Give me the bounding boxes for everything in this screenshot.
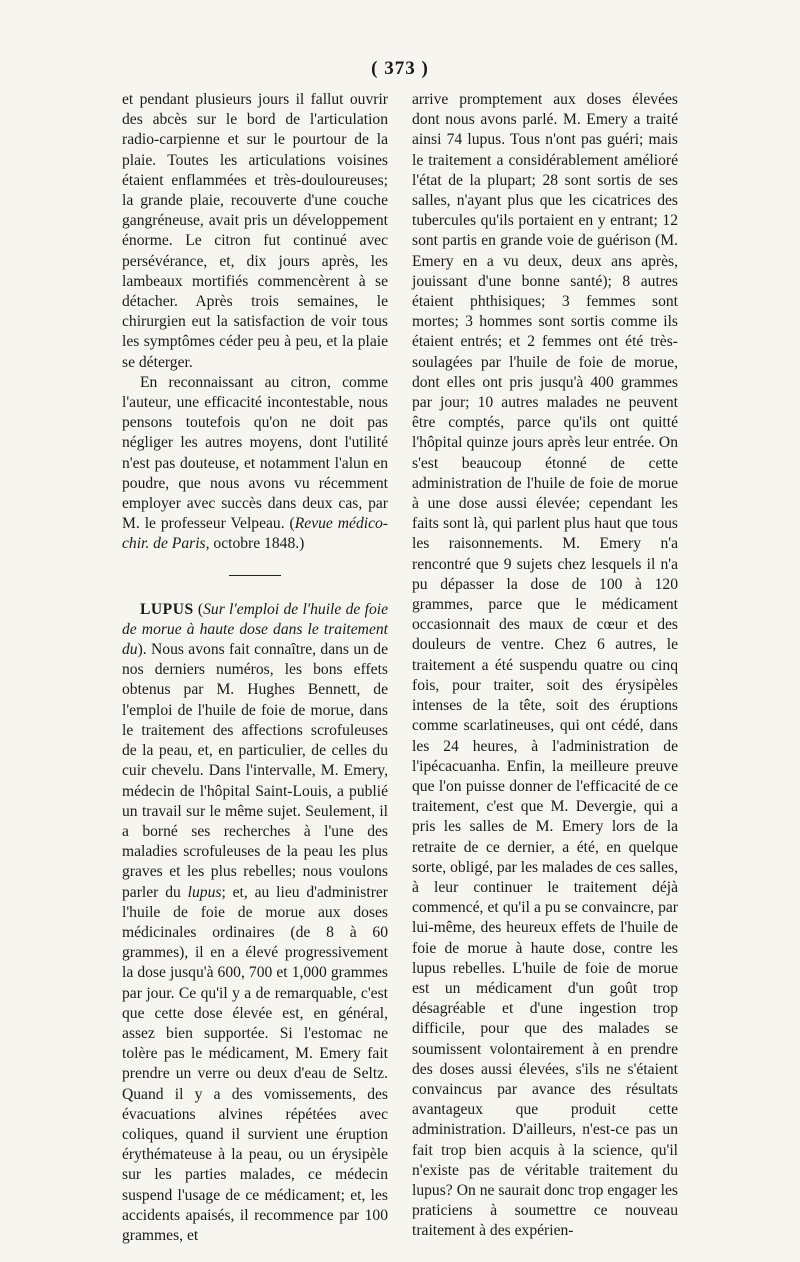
citation-date: octobre 1848.) <box>209 535 305 553</box>
paragraph-citron-commentary <box>122 373 388 555</box>
left-column <box>122 90 388 1246</box>
commentary-text: En reconnaissant au citron, comme l'auteur, une efficacité incontestable, nous pensons toutefois qu'on ne doit pas négliger les autres moyens, dont l'utilité n'est pas douteuse, et notamment l'alun en poudre, que nous avons vu récemment employer avec succès dans deux cas, par M. le professeur Velpeau. ( <box>122 373 388 533</box>
lupus-body-start: Nous avons fait connaître, dans un de nos derniers numéros, les bons effets obtenus par M. Hughes Bennett, de l'emploi de l'huile de foie de morue, dans le traitement des affections scrofuleuses de la peau, et, en particulier, de celles du cuir chevelu. Dans l'intervalle, M. Emery, médecin de l'hôpital Saint-Louis, a publié un travail sur le même sujet. Seulement, il a borné ses recherches à l'une des maladies scrofuleuses de la peau les plus graves et les plus rebelles; nous voulons parler du <box>122 641 388 901</box>
paragraph-citron-case: et pendant plusieurs jours il fallut ouvrir des abcès sur le bord de l'articulation radio-carpienne et sur le pourtour de la plaie. Toutes les articulations voisines étaient enflammées et très-douloureuses; la grande plaie, recouverte d'une couche gangréneuse, avait pris un développement énorme. Le citron fut continué avec persévérance, et, dix jours après, les lambeaux mortifiés commencèrent à se détacher. Après trois semaines, le chirurgien eut la satisfaction de voir tous les symptômes céder peu à peu, et la plaie se déterger. <box>122 91 388 371</box>
lupus-body-rest: ; et, au lieu d'administrer l'huile de foie de morue aux doses médicinales ordinaires (de 8 à 60 grammes), il en a élevé progressivement la dose jusqu'à 600, 700 et 1,000 grammes par jour. Ce qu'il y a de remarquable, c'est que cette dose élevée est, en général, assez bien supportée. Si l'estomac ne tolère pas le médicament, M. Emery fait prendre un verre ou deux d'eau de Seltz. Quand il y a des vomissements, des évacuations alvines répétées avec coliques, quand il survient une éruption érythémateuse à la peau, ou un érysipèle sur les parties malades, ce médecin suspend l'usage de ce médicament; et, les accidents apaisés, il recommence par 100 grammes, et <box>122 883 389 1244</box>
paren-open: ( <box>193 600 204 618</box>
page-number: ( 373 ) <box>371 58 429 79</box>
section-divider <box>229 575 281 576</box>
right-column <box>412 90 678 1242</box>
lupus-emphasis: lupus <box>187 883 222 901</box>
citation-journal: Revue médico-chir. de Paris, <box>122 515 388 553</box>
section-subtitle-lupus: Sur l'emploi de l'huile de foie de morue à haute dose dans le traitement du <box>122 600 388 659</box>
paragraph-emery-results: arrive promptement aux doses élevées dont nous avons parlé. M. Emery a traité ainsi 74 lupus. Tous n'ont pas guéri; mais le traitement a considérablement amélioré l'état de la plupart; 28 sont sortis de ses salles, n'ayant plus que les cicatrices des tubercules qu'ils portaient en y entrant; 12 sont partis en grande voie de guérison (M. Emery en a vu deux, deux ans après, jouissant d'une bonne santé); 8 autres étaient phthisiques; 3 femmes sont mortes; 3 hommes sont sortis comme ils étaient entrés; et 2 femmes ont été très-soulagées par l'huile de foie de morue, dont elles ont pris jusqu'à 400 grammes par jour; 10 autres malades ne peuvent être comptés, parce qu'ils ont quitté l'hôpital quinze jours après leur entrée. On s'est beaucoup étonné de cette administration de l'huile de foie de morue à une dose aussi élevée; cependant les faits sont là, qui parlent plus haut que tous les raisonnements. M. Emery n'a rencontré que 9 sujets chez lesquels il n'a pu dépasser la dose de 100 à 120 grammes, parce que le médicament occasionnait des maux de cœur et des douleurs de ventre. Chez 6 autres, le traitement a été suspendu quatre ou cinq fois, pour traiter, soit des érysipèles intenses de la tête, soit des éruptions comme scarlatineuses, qui ont cédé, dans les 24 heures, à l'administration de l'ipécacuanha. Enfin, la meilleure preuve que l'on puisse donner de l'efficacité de ce traitement, c'est que M. Devergie, qui a pris les salles de M. Emery lors de la retraite de ce dernier, a été, en quelque sorte, obligé, par les malades de ces salles, à leur continuer le traitement déjà commencé, et qu'il a pu se convaincre, par lui-même, des heureux effets de l'huile de foie de morue à haute dose, contre les lupus rebelles. L'huile de foie de morue est un médicament d'un goût trop désagréable et d'une ingestion trop difficile, pour que des malades se soumissent volontairement à en prendre des doses aussi élevées, s'ils ne s'étaient convaincus par avance des résultats avantageux que produit cette administration. D'ailleurs, n'est-ce pas un fait trop bien acquis à la science, qu'il n'existe pas de véritable traitement du lupus? On ne saurait donc trop engager les praticiens à soumettre ce nouveau traitement à des expérien- <box>412 91 678 1240</box>
section-title-lupus: LUPUS <box>140 600 194 618</box>
paragraph-lupus <box>122 600 388 1247</box>
paren-close: ). <box>137 641 147 659</box>
